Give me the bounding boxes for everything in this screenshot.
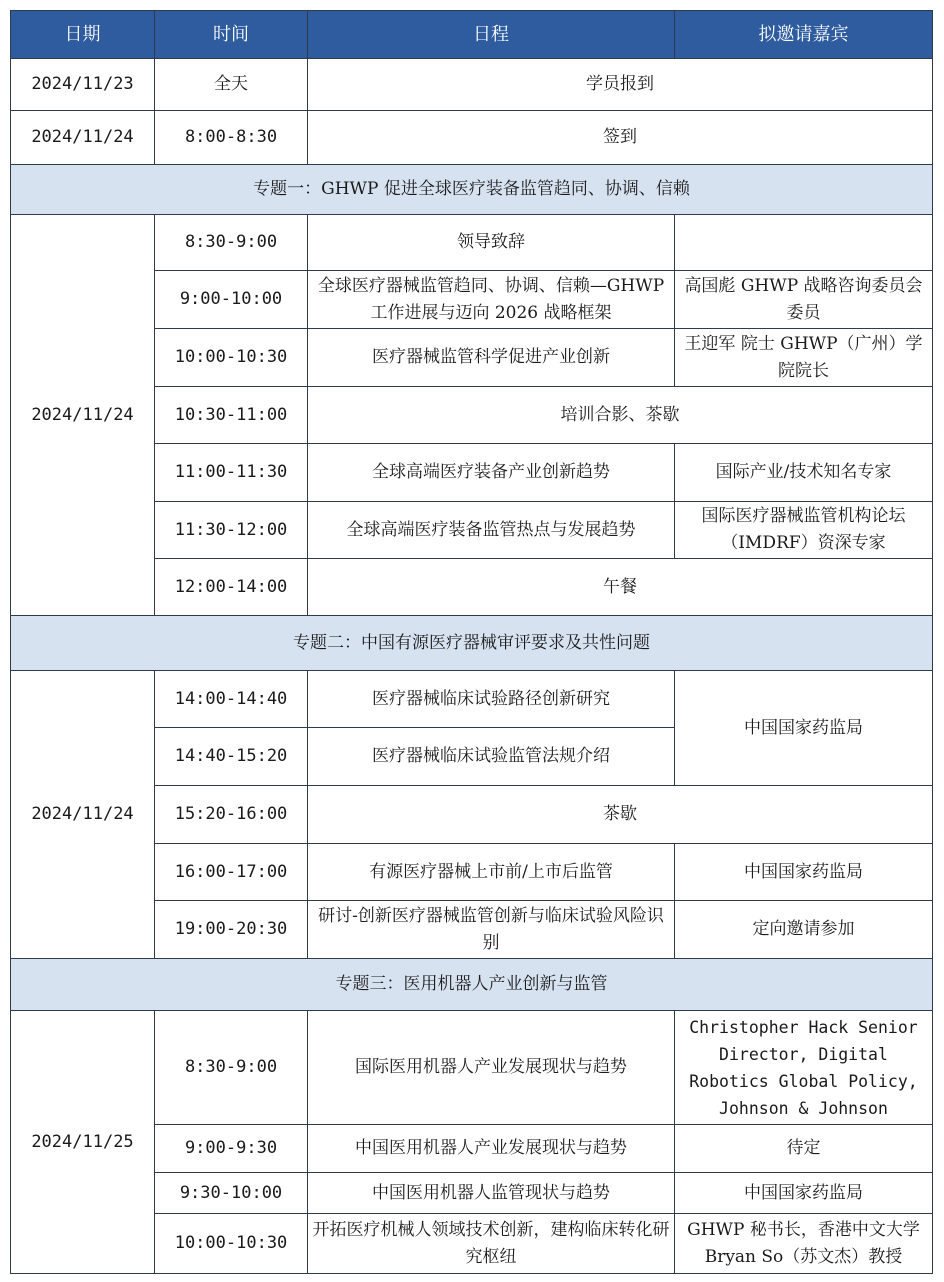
time-cell: 14:40-15:20	[155, 728, 308, 786]
time-cell: 12:00-14:00	[155, 559, 308, 616]
guest-cell	[675, 215, 933, 271]
topic-title: 专题一：GHWP 促进全球医疗装备监管趋同、协调、信赖	[11, 165, 933, 215]
agenda-cell: 全球医疗器械监管趋同、协调、信赖—GHWP 工作进展与迈向 2026 战略框架	[308, 271, 675, 329]
time-cell: 8:00-8:30	[155, 111, 308, 165]
time-cell: 10:00-10:30	[155, 1214, 308, 1274]
agenda-cell: 茶歇	[308, 786, 933, 844]
header-agenda: 日程	[308, 11, 675, 59]
agenda-cell: 医疗器械临床试验路径创新研究	[308, 671, 675, 728]
agenda-cell: 医疗器械临床试验监管法规介绍	[308, 728, 675, 786]
time-cell: 15:20-16:00	[155, 786, 308, 844]
agenda-cell: 领导致辞	[308, 215, 675, 271]
time-cell: 11:30-12:00	[155, 502, 308, 559]
guest-cell: 王迎军 院士 GHWP（广州）学院院长	[675, 329, 933, 387]
date-cell: 2024/11/25	[11, 1011, 155, 1274]
guest-cell: GHWP 秘书长，香港中文大学 Bryan So（苏文杰）教授	[675, 1214, 933, 1274]
time-cell: 9:00-10:00	[155, 271, 308, 329]
time-cell: 8:30-9:00	[155, 1011, 308, 1125]
guest-cell: 中国国家药监局	[675, 844, 933, 901]
time-cell: 10:00-10:30	[155, 329, 308, 387]
date-cell: 2024/11/23	[11, 59, 155, 111]
time-cell: 11:00-11:30	[155, 444, 308, 502]
agenda-cell: 研讨-创新医疗器械监管创新与临床试验风险识别	[308, 901, 675, 959]
table-row	[11, 671, 933, 728]
guest-cell: 待定	[675, 1125, 933, 1173]
date-cell: 2024/11/24	[11, 671, 155, 959]
header-guest: 拟邀请嘉宾	[675, 11, 933, 59]
time-cell: 16:00-17:00	[155, 844, 308, 901]
agenda-cell: 医疗器械监管科学促进产业创新	[308, 329, 675, 387]
agenda-cell: 中国医用机器人监管现状与趋势	[308, 1173, 675, 1214]
date-cell: 2024/11/24	[11, 215, 155, 616]
table-row	[11, 1011, 933, 1125]
agenda-cell: 签到	[308, 111, 933, 165]
topic-title: 专题二：中国有源医疗器械审评要求及共性问题	[11, 616, 933, 671]
time-cell: 全天	[155, 59, 308, 111]
topic-row	[11, 165, 933, 215]
agenda-cell: 国际医用机器人产业发展现状与趋势	[308, 1011, 675, 1125]
time-cell: 8:30-9:00	[155, 215, 308, 271]
agenda-cell: 开拓医疗机械人领域技术创新，建构临床转化研究枢纽	[308, 1214, 675, 1274]
guest-cell: Christopher Hack Senior Director, Digital Robotics Global Policy, Johnson & Johnson	[675, 1011, 933, 1125]
time-cell: 14:00-14:40	[155, 671, 308, 728]
agenda-cell: 全球高端医疗装备产业创新趋势	[308, 444, 675, 502]
table-row	[11, 59, 933, 111]
agenda-cell: 学员报到	[308, 59, 933, 111]
guest-cell: 定向邀请参加	[675, 901, 933, 959]
agenda-cell: 午餐	[308, 559, 933, 616]
guest-cell: 国际产业/技术知名专家	[675, 444, 933, 502]
time-cell: 9:00-9:30	[155, 1125, 308, 1173]
agenda-cell: 中国医用机器人产业发展现状与趋势	[308, 1125, 675, 1173]
agenda-cell: 培训合影、茶歇	[308, 387, 933, 444]
agenda-cell: 全球高端医疗装备监管热点与发展趋势	[308, 502, 675, 559]
guest-cell: 国际医疗器械监管机构论坛（IMDRF）资深专家	[675, 502, 933, 559]
topic-row	[11, 959, 933, 1011]
header-date: 日期	[11, 11, 155, 59]
header-row	[11, 11, 933, 59]
time-cell: 9:30-10:00	[155, 1173, 308, 1214]
guest-cell: 中国国家药监局	[675, 671, 933, 786]
header-time: 时间	[155, 11, 308, 59]
schedule-table	[10, 10, 933, 1274]
time-cell: 19:00-20:30	[155, 901, 308, 959]
guest-cell: 高国彪 GHWP 战略咨询委员会委员	[675, 271, 933, 329]
guest-cell: 中国国家药监局	[675, 1173, 933, 1214]
topic-row	[11, 616, 933, 671]
table-row	[11, 111, 933, 165]
time-cell: 10:30-11:00	[155, 387, 308, 444]
topic-title: 专题三：医用机器人产业创新与监管	[11, 959, 933, 1011]
date-cell: 2024/11/24	[11, 111, 155, 165]
agenda-cell: 有源医疗器械上市前/上市后监管	[308, 844, 675, 901]
table-row	[11, 215, 933, 271]
